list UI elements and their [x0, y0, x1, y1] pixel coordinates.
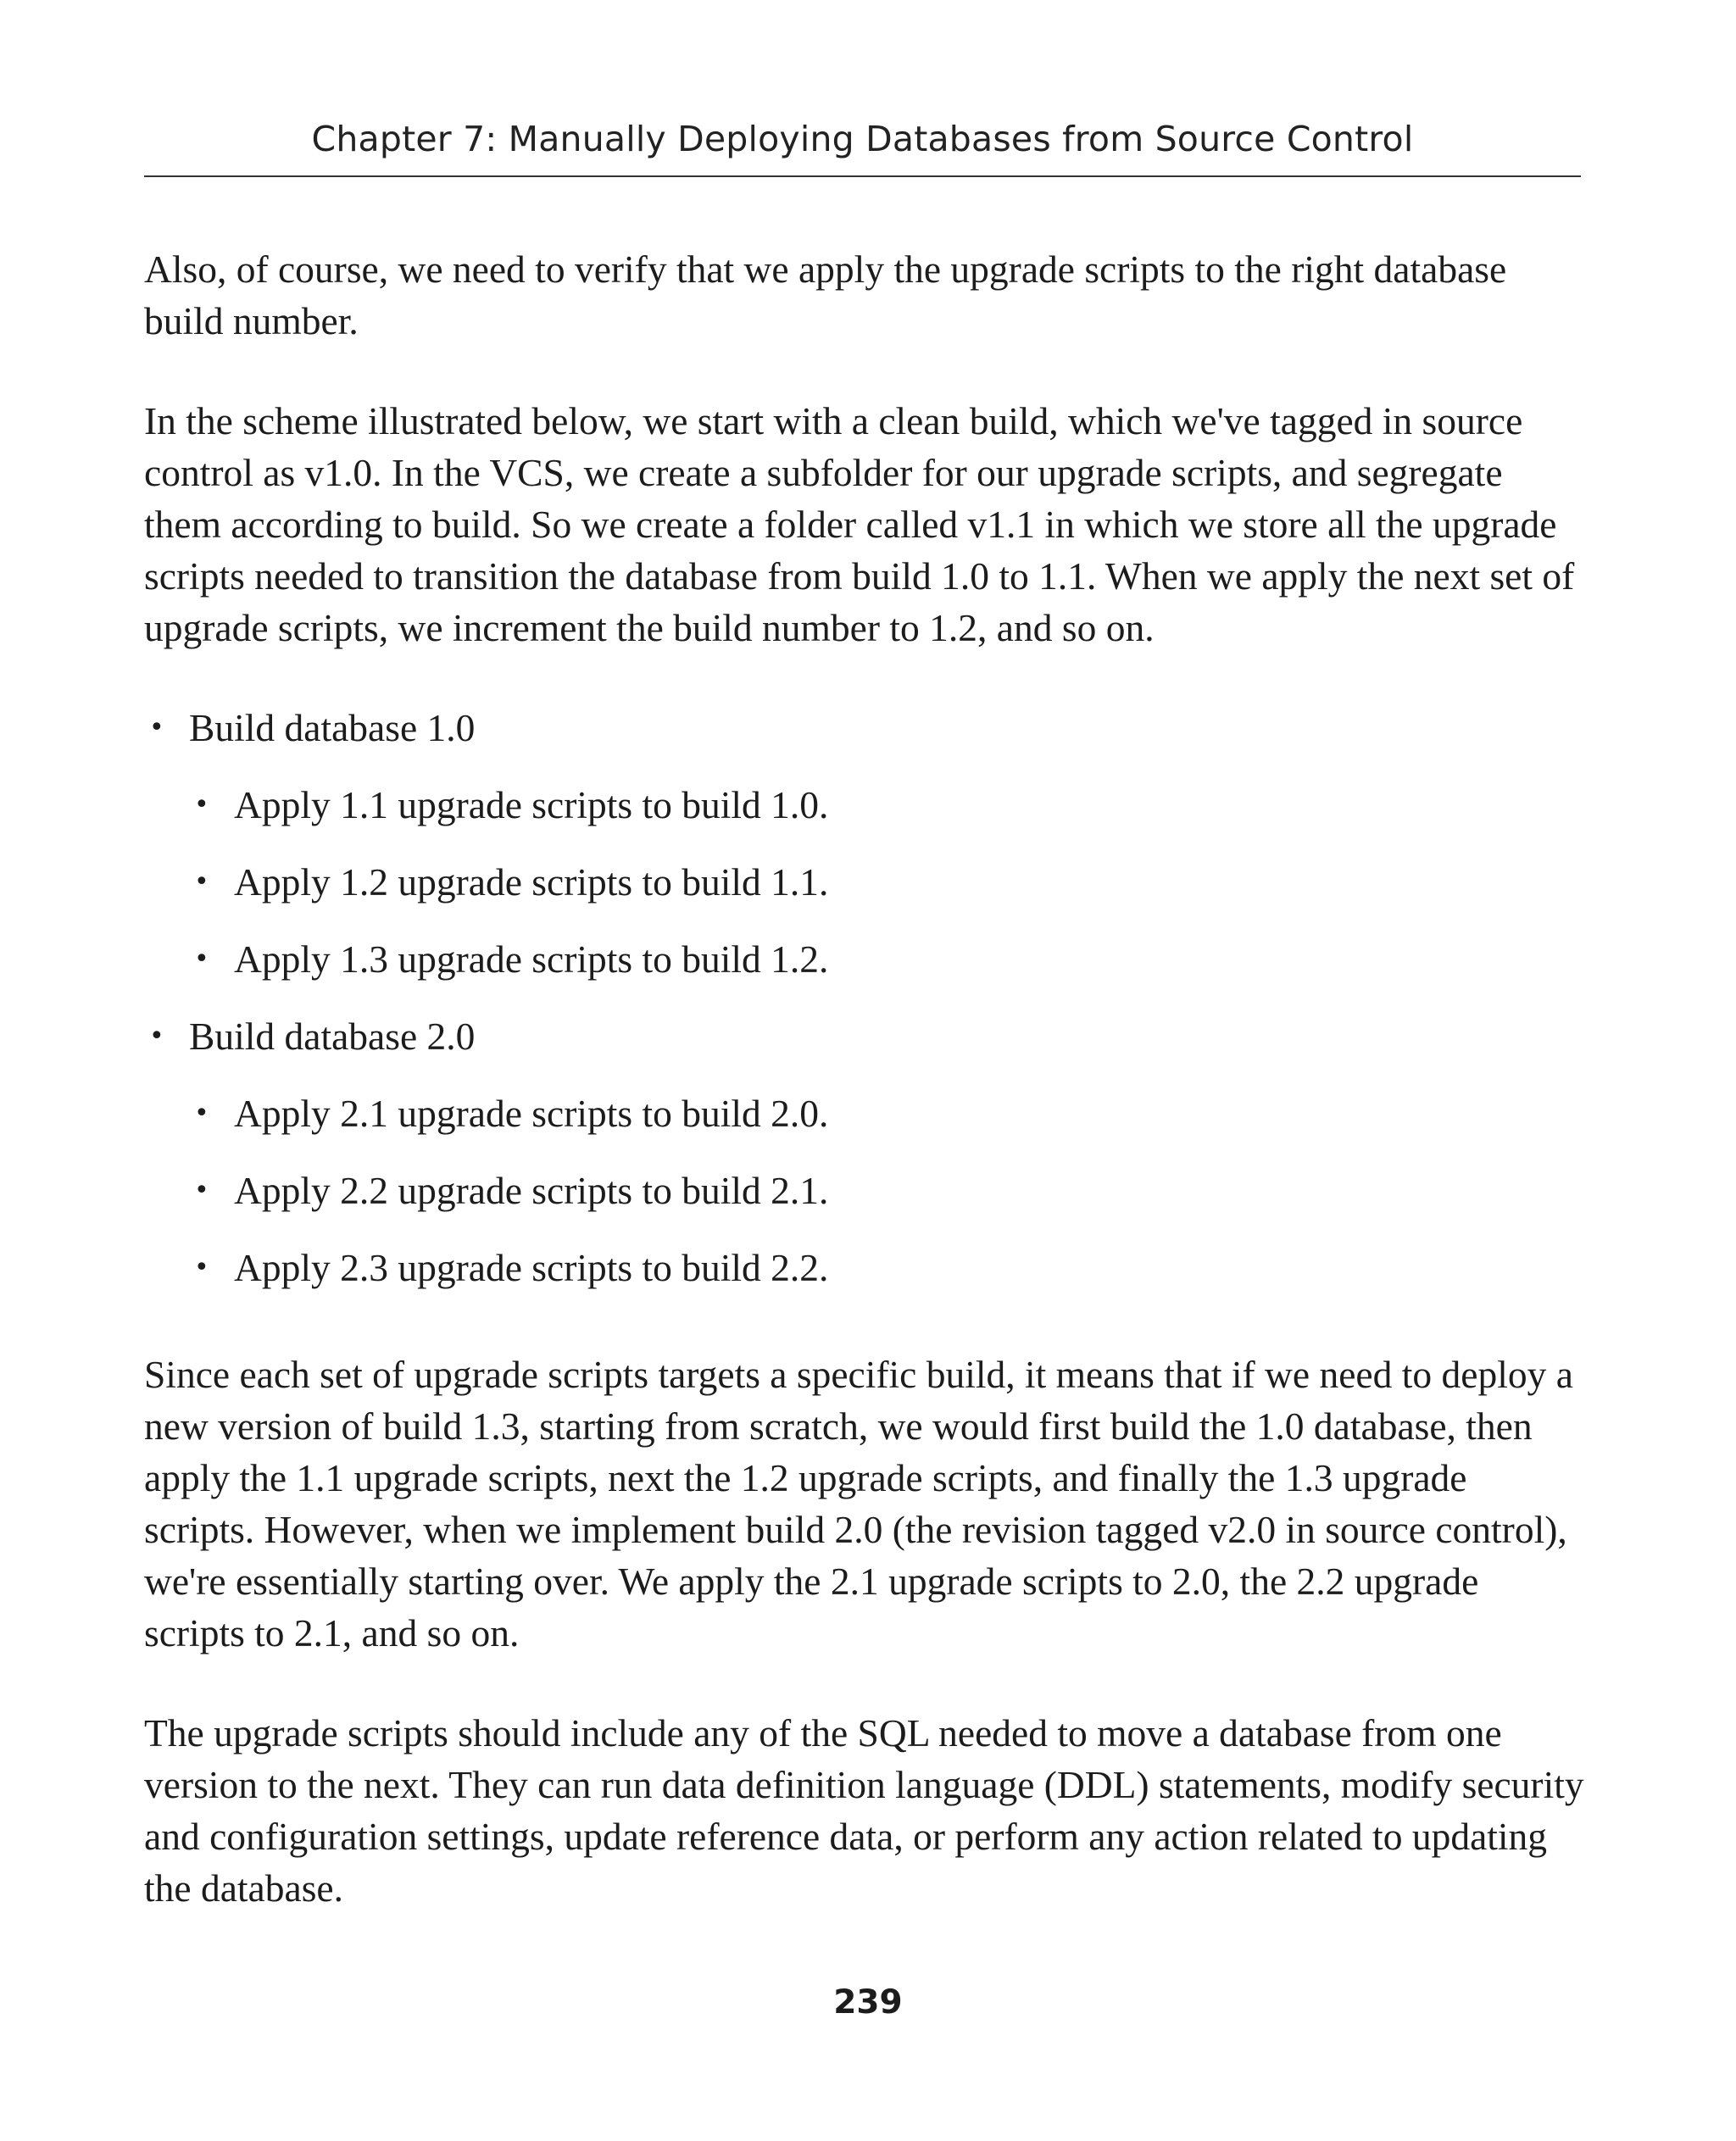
build-list	[144, 702, 1585, 1293]
bulleted-list	[144, 702, 1585, 1293]
list-item-label: Apply 2.3 upgrade scripts to build 2.2.	[234, 1246, 829, 1289]
list-item	[189, 933, 1585, 985]
bullet-icon: •	[194, 1253, 209, 1282]
list-item-label: Apply 1.2 upgrade scripts to build 1.1.	[234, 860, 829, 904]
bullet-icon: •	[194, 867, 209, 897]
paragraph: Also, of course, we need to verify that we apply the upgrade scripts to the right database build number.	[144, 247, 1507, 342]
list-item-label: Apply 1.1 upgrade scripts to build 1.0.	[234, 783, 829, 826]
list-item	[144, 1010, 1585, 1293]
bullet-icon: •	[194, 790, 209, 820]
list-item	[189, 1087, 1585, 1139]
page-body	[144, 243, 1585, 1914]
nested-list	[189, 779, 1585, 985]
paragraph: The upgrade scripts should include any of the SQL needed to move a database from one version to the next. They can run data definition language (DDL) statements, modify security and configuration settings, update reference data, or perform any action related to updating the database.	[144, 1711, 1584, 1910]
list-item	[189, 1242, 1585, 1293]
list-item	[189, 779, 1585, 831]
list-item-label: Apply 2.1 upgrade scripts to build 2.0.	[234, 1092, 829, 1135]
list-item	[144, 702, 1585, 985]
list-item	[189, 856, 1585, 908]
bullet-icon: •	[149, 713, 164, 742]
nested-list	[189, 1087, 1585, 1293]
bullet-icon: •	[194, 1176, 209, 1205]
running-header: Chapter 7: Manually Deploying Databases from Source Control	[311, 119, 1414, 159]
list-item-label: Build database 1.0	[189, 706, 476, 749]
list-item-label: Apply 1.3 upgrade scripts to build 1.2.	[234, 937, 829, 981]
paragraph: In the scheme illustrated below, we start with a clean build, which we've tagged in source control as v1.0. In the VCS, we create a subfolder for our upgrade scripts, and segregate them according to build. So we create a folder called v1.1 in which we store all the upgrade scripts needed to transition the database from build 1.0 to 1.1. When we apply the next set of upgrade scripts, we increment the build number to 1.2, and so on.	[144, 399, 1575, 649]
bullet-icon: •	[194, 944, 209, 974]
bullet-icon: •	[149, 1021, 164, 1051]
page-number: 239	[833, 1983, 903, 2021]
list-item-label: Build database 2.0	[189, 1015, 476, 1058]
list-item-label: Apply 2.2 upgrade scripts to build 2.1.	[234, 1169, 829, 1212]
header-divider	[144, 175, 1581, 177]
list-item	[189, 1165, 1585, 1216]
paragraph: Since each set of upgrade scripts targets a specific build, it means that if we need to deploy a new version of build 1.3, starting from scratch, we would first build the 1.0 database, then apply the 1.1 upgrade scripts, next the 1.2 upgrade scripts, and finally the 1.3 upgrade scripts. However, when we implement build 2.0 (the revision tagged v2.0 in source control), we're essentially starting over. We apply the 2.1 upgrade scripts to 2.0, the 2.2 upgrade scripts to 2.1, and so on.	[144, 1353, 1573, 1654]
bullet-icon: •	[194, 1098, 209, 1128]
